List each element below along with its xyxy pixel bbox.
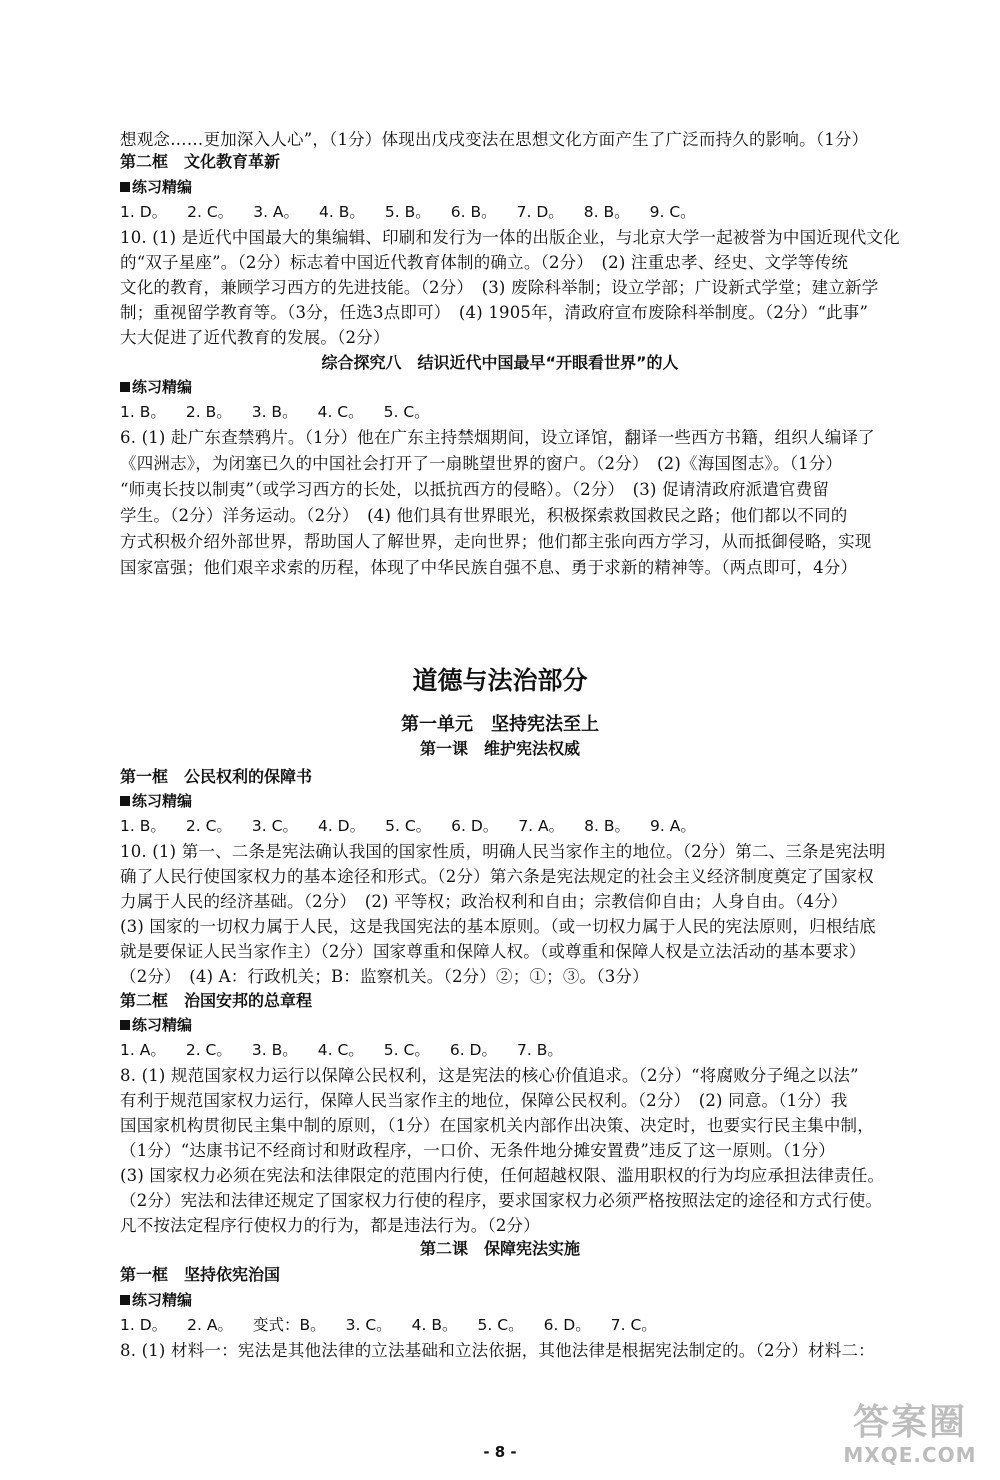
answer-row — [120, 1039, 583, 1061]
drill-label-text: 练习精编 — [132, 378, 193, 396]
drill-label — [120, 1014, 192, 1036]
drill-label — [120, 176, 192, 198]
drill-label — [120, 1289, 192, 1311]
answer-item: 5. C。 — [383, 403, 430, 421]
page-number: - 8 - — [483, 1443, 517, 1461]
answer-item: 7. D。 — [516, 203, 564, 221]
answer-item: 1. A。 — [120, 1041, 166, 1059]
section-heading-culture-education: 第二框 文化教育革新 — [120, 152, 281, 171]
answer-item: 变式：B。 — [252, 1316, 326, 1334]
lesson-title: 第二课 保障宪法实施 — [419, 1239, 580, 1258]
answer-item: 7. A。 — [518, 817, 565, 835]
answer-text-line: 文化的教育，兼顾学习西方的先进技能。（2分） (3) 废除科举制；设立学部；广设新式学堂；建立新学 — [120, 278, 879, 297]
answer-item: 1. B。 — [120, 403, 166, 421]
drill-label-text: 练习精编 — [132, 1291, 193, 1309]
answer-item: 9. A。 — [650, 817, 696, 835]
drill-label — [120, 376, 192, 398]
answer-text-line: 的“双子星座”。（2分）标志着中国近代教育体制的确立。（2分） (2) 注重忠孝、经史、文学等传统 — [120, 253, 849, 272]
drill-label-text: 练习精编 — [132, 1016, 193, 1034]
answer-text-line: 国国家机构贯彻民主集中制的原则，（1分）在国家机关内部作出决策、决定时，也要实行民主集中制， — [120, 1116, 874, 1135]
answer-item: 1. D。 — [120, 203, 168, 221]
section-heading-rule-by-constitution: 第一框 坚持依宪治国 — [120, 1265, 281, 1284]
answer-item: 5. C。 — [385, 817, 432, 835]
lesson-title: 第一课 维护宪法权威 — [419, 739, 580, 758]
answer-row — [120, 1314, 677, 1336]
intro-line: 想观念……更加深入人心”，（1分）体现出戊戌变法在思想文化方面产生了广泛而持久的影响。（1分） — [120, 130, 869, 149]
unit-title: 第一单元 坚持宪法至上 — [401, 714, 599, 735]
answer-item: 2. C。 — [187, 203, 234, 221]
answer-item: 6. B。 — [450, 203, 497, 221]
answer-text-line: 凡不按法定程序行使权力的行为，都是违法行为。（2分） — [120, 1216, 540, 1235]
answer-item: 6. D。 — [543, 1316, 591, 1334]
answer-text-line: (3) 国家权力必须在宪法和法律限定的范围内行使，任何超越权限、滥用职权的行为均应承担法律责任。 — [120, 1166, 885, 1185]
answer-row — [120, 815, 716, 837]
part-title: 道德与法治部分 — [412, 666, 588, 695]
answer-item: 3. B。 — [251, 1041, 298, 1059]
answer-text-line: 力属于人民的经济基础。（2分） (2) 平等权；政治权利和自由；宗教信仰自由；人身自由。（4分） — [120, 892, 848, 911]
answer-item: 3. C。 — [251, 817, 298, 835]
answer-item: 7. C。 — [610, 1316, 657, 1334]
answer-item: 2. C。 — [185, 1041, 232, 1059]
answer-item: 4. C。 — [317, 1041, 364, 1059]
answer-item: 4. B。 — [319, 203, 365, 221]
answer-item: 3. B。 — [251, 403, 298, 421]
answer-text-line: 《四洲志》，为闭塞已久的中国社会打开了一扇眺望世界的窗户。（2分） (2)《海国图志》。（1分） — [120, 454, 843, 473]
answer-item: 4. C。 — [317, 403, 364, 421]
answer-item: 5. B。 — [384, 203, 431, 221]
answer-item: 1. D。 — [120, 1316, 168, 1334]
answer-text-line: 10. (1) 第一、二条是宪法确认我国的国家性质，明确人民当家作主的地位。（2分）第二、三条是宪法明 — [120, 842, 886, 861]
answer-item: 2. B。 — [185, 403, 232, 421]
answer-item: 2. C。 — [185, 817, 232, 835]
answer-text-line: 国家富强；他们艰辛求索的历程，体现了中华民族自强不息、勇于求新的精神等。（两点即可，4分） — [120, 558, 858, 577]
answer-text-line: 8. (1) 规范国家权力运行以保障公民权利，这是宪法的核心价值追求。（2分）“将腐败分子绳之以法” — [120, 1066, 859, 1085]
answer-text-line: 10. (1) 是近代中国最大的集编辑、印刷和发行为一体的出版企业，与北京大学一起被誉为中国近现代文化 — [120, 228, 900, 247]
section-heading-general-charter: 第二框 治国安邦的总章程 — [120, 991, 313, 1010]
answer-text-line: 8. (1) 材料一：宪法是其他法律的立法基础和立法依据，其他法律是根据宪法制定的。（2分）材料二： — [120, 1341, 875, 1360]
square-bullet-icon — [120, 182, 130, 192]
answer-item: 9. C。 — [649, 203, 696, 221]
watermark-line2: MXQE.COM — [843, 1443, 977, 1467]
answer-item: 7. B。 — [516, 1041, 563, 1059]
section-heading-citizen-rights: 第一框 公民权利的保障书 — [120, 767, 313, 786]
answer-item: 1. B。 — [120, 817, 166, 835]
answer-item: 2. A。 — [187, 1316, 233, 1334]
answer-text-line: 方式积极介绍外部世界，帮助国人了解世界，走向世界；他们都主张向西方学习，从而抵御侵略，实现 — [120, 532, 872, 551]
answer-text-line: “师夷长技以制夷”（或学习西方的长处，以抵抗西方的侵略）。（2分） (3) 促请清政府派遣官费留 — [120, 480, 830, 499]
answer-item: 5. C。 — [477, 1316, 524, 1334]
square-bullet-icon — [120, 796, 130, 806]
answer-text-line: (3) 国家的一切权力属于人民，这是我国宪法的基本原则。（或一切权力属于人民的宪法原则，归根结底 — [120, 917, 876, 936]
section-title-explore-eight: 综合探究八 结识近代中国最早“开眼看世界”的人 — [321, 353, 679, 372]
watermark-line1: 答案圈 — [852, 1402, 967, 1443]
answer-text-line: （2分）宪法和法律还规定了国家权力行使的程序，要求国家权力必须严格按照法定的途径和方式行使。 — [120, 1191, 883, 1210]
answer-item: 3. A。 — [253, 203, 300, 221]
answer-text-line: 就是要保证人民当家作主）（2分）国家尊重和保障人权。（或尊重和保障人权是立法活动的基本要求） — [120, 942, 866, 961]
answer-text-line: 学生。（2分）洋务运动。（2分） (4) 他们具有世界眼光，积极探索救国救民之路；他们都以不同的 — [120, 506, 848, 525]
drill-label-text: 练习精编 — [132, 178, 193, 196]
answer-item: 3. C。 — [345, 1316, 392, 1334]
drill-label-text: 练习精编 — [132, 792, 193, 810]
answer-text-line: 大大促进了近代教育的发展。（2分） — [120, 328, 390, 347]
answer-text-line: 制；重视留学教育等。（3分，任选3点即可） (4) 1905年，清政府宣布废除科举制度。（2分）“此事” — [120, 303, 869, 322]
answer-item: 6. D。 — [451, 817, 499, 835]
answer-text-line: 确了人民行使国家权力的基本途径和形式。（2分）第六条是宪法规定的社会主义经济制度奠定了国家权 — [120, 867, 874, 886]
answer-text-line: （2分） (4) A：行政机关；B：监察机关。（2分）②；①；③。（3分） — [120, 967, 649, 986]
answer-item: 4. D。 — [317, 817, 366, 835]
square-bullet-icon — [120, 382, 130, 392]
answer-row — [120, 201, 716, 223]
answer-row — [120, 401, 450, 423]
answer-item: 6. D。 — [449, 1041, 497, 1059]
answer-text-line: 6. (1) 赴广东查禁鸦片。（1分）他在广东主持禁烟期间，设立译馆，翻译一些西方书籍，组织人编译了 — [120, 428, 875, 447]
watermark-logo — [830, 1402, 990, 1472]
answer-text-line: 有利于规范国家权力运行，保障人民当家作主的地位，保障公民权利。（2分） (2) 同意。（1分）我 — [120, 1091, 848, 1110]
answer-item: 8. B。 — [584, 817, 630, 835]
answer-text-line: （1分）“达康书记不经商讨和财政程序，一口价、无条件地分摊安置费”违反了这一原则。（1分） — [120, 1141, 836, 1160]
answer-item: 8. B。 — [583, 203, 630, 221]
square-bullet-icon — [120, 1295, 130, 1305]
answer-item: 4. B。 — [411, 1316, 458, 1334]
answer-item: 5. C。 — [383, 1041, 430, 1059]
square-bullet-icon — [120, 1020, 130, 1030]
drill-label — [120, 790, 192, 812]
